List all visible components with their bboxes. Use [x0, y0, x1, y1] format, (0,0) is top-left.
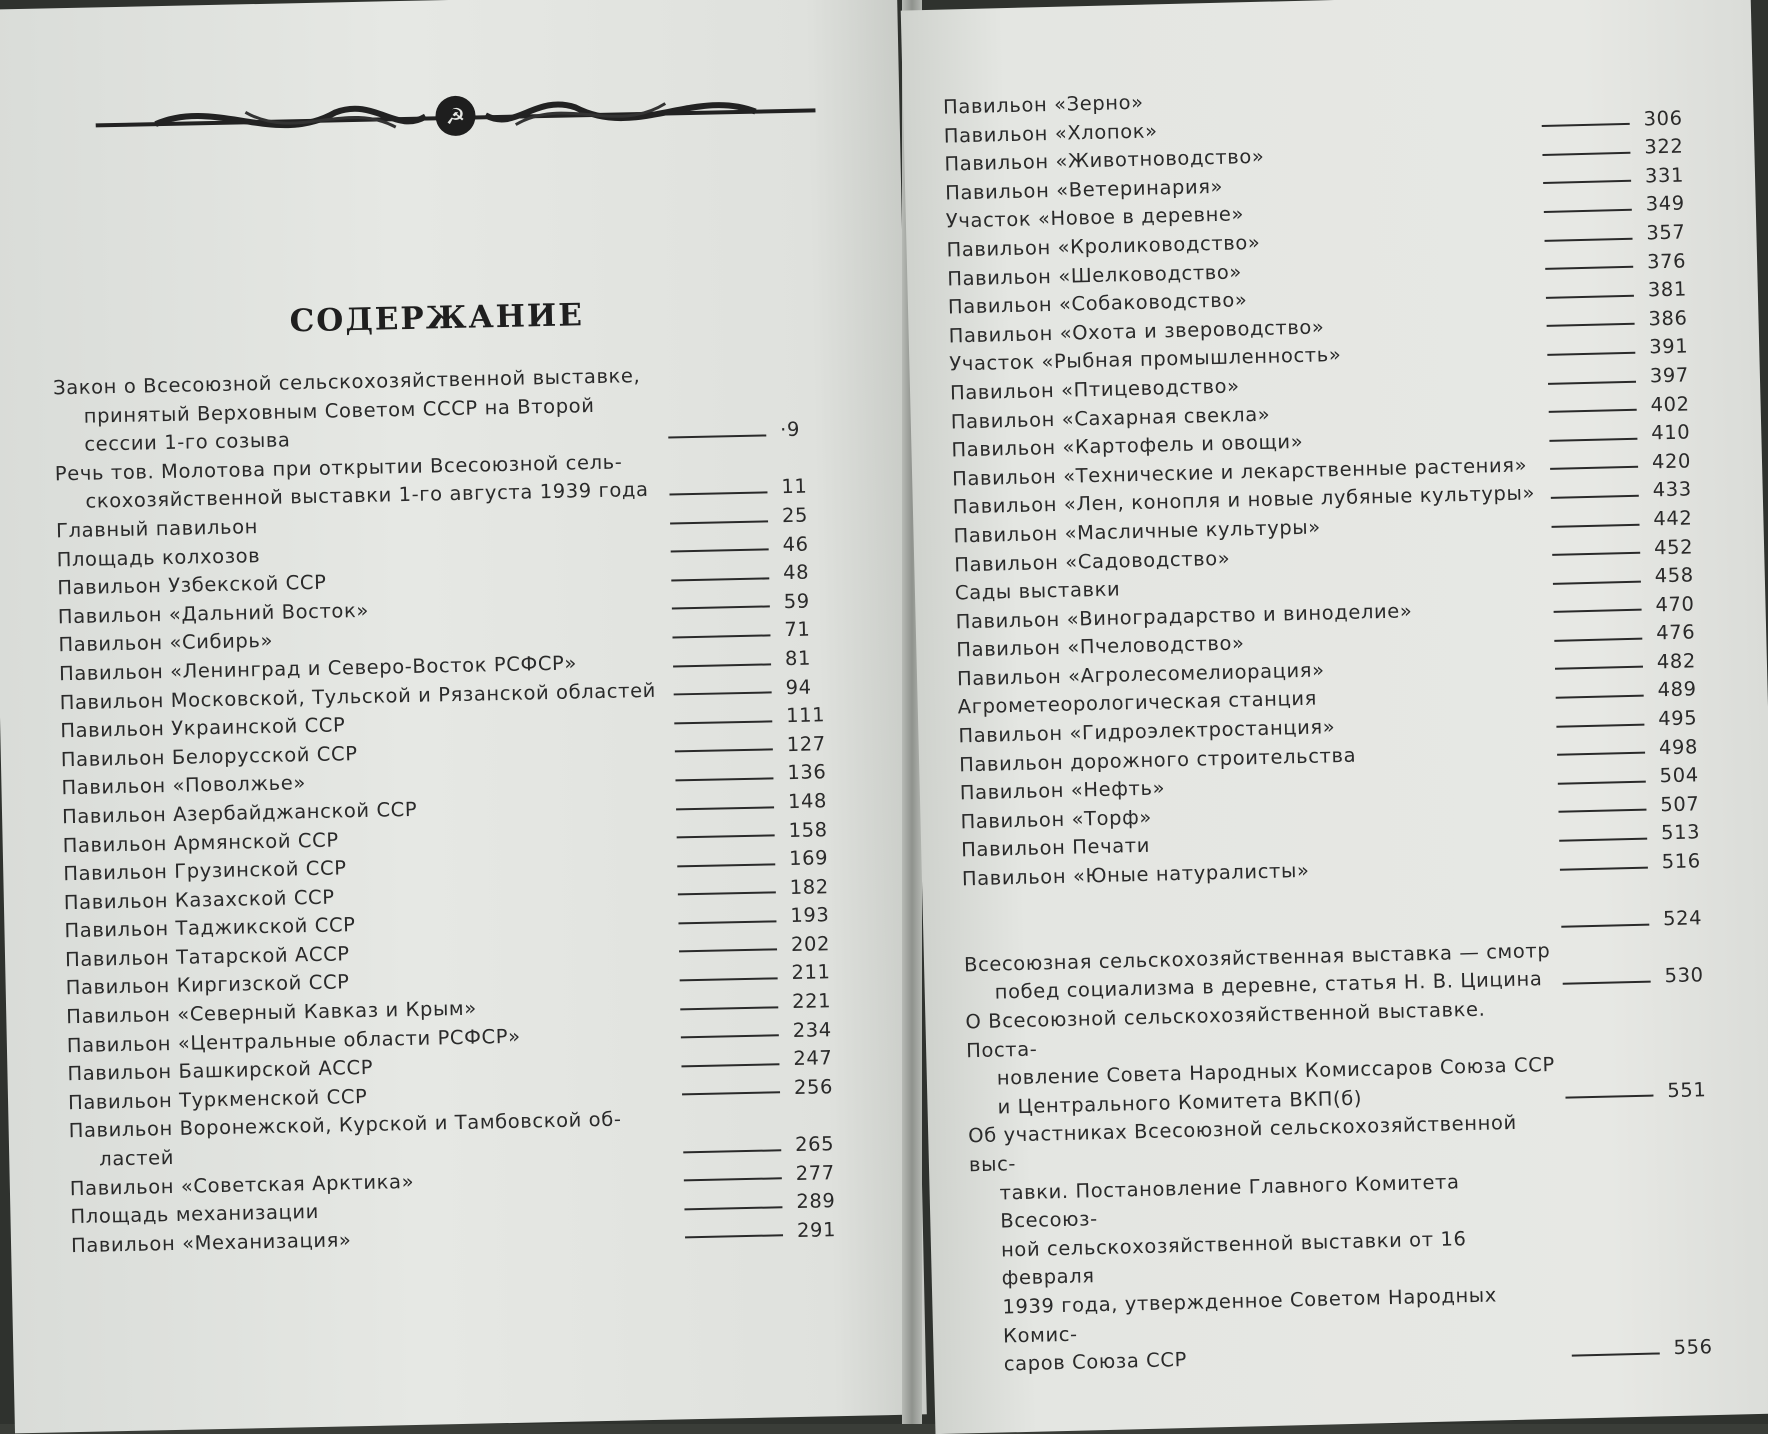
leader-line	[674, 720, 772, 724]
toc-page-number: 470	[1655, 592, 1695, 617]
leader-line	[668, 434, 766, 438]
toc-entry-line: Павильон «Картофель и овощи»	[951, 430, 1304, 462]
toc-page-number: 402	[1650, 391, 1690, 416]
toc-entry-title	[968, 1108, 1564, 1380]
toc-page-number: 256	[793, 1075, 834, 1099]
toc-entry-line: принятый Верховным Советом СССР на Второй	[83, 393, 595, 428]
leader-line	[1546, 295, 1634, 299]
toc-page-number: 136	[787, 760, 827, 785]
toc-entry-line: Павильон Татарской АССР	[64, 942, 350, 972]
toc-entry-line: Павильон «Кролиководство»	[946, 230, 1261, 262]
toc-entry-line: Павильон Таджикской ССР	[64, 913, 356, 943]
leader-line	[679, 949, 777, 953]
toc-page-number: 489	[1657, 677, 1697, 702]
toc-page-number: 530	[1664, 963, 1704, 988]
toc-entry-line: Площадь механизации	[70, 1200, 320, 1229]
toc-page-number: ·9	[779, 417, 801, 442]
toc-entry-line: Павильон «Пчеловодство»	[956, 631, 1245, 662]
toc-page-number: 433	[1652, 477, 1692, 502]
leader-line	[1551, 495, 1639, 499]
leader-line	[678, 920, 776, 924]
leader-line	[1558, 780, 1646, 784]
leader-line	[1563, 981, 1651, 985]
toc-page-number: 127	[786, 731, 827, 756]
toc-page-number: 381	[1647, 277, 1688, 302]
leader-line	[680, 977, 778, 981]
leader-line	[1553, 580, 1641, 584]
toc-entry-line: Павильон «Ветеринария»	[944, 174, 1224, 205]
toc-entry-line: новление Совета Народных Комиссаров Союза ССР	[996, 1053, 1556, 1090]
toc-entry-line: Павильон «Птицеводство»	[949, 374, 1240, 405]
toc-page-number: 458	[1654, 563, 1695, 588]
leader-line	[1558, 809, 1646, 813]
toc-entry-line: Павильон дорожного строительства	[958, 743, 1357, 777]
leader-line	[1559, 838, 1647, 842]
toc-page-number: 211	[791, 960, 831, 985]
toc-entry-line: Павильон «Масличные культуры»	[953, 515, 1322, 548]
toc-page-number: 182	[789, 874, 830, 899]
leader-line	[1543, 180, 1631, 184]
toc-page-number: 193	[790, 903, 830, 928]
leader-line	[1565, 1095, 1653, 1099]
toc-entry-line: Павильон «Нефть»	[959, 776, 1166, 805]
toc-entry-line: Главный павильон	[55, 515, 259, 543]
leader-line	[671, 549, 769, 553]
toc-page-number: 46	[782, 532, 809, 556]
leader-line	[1552, 523, 1640, 527]
right-page	[901, 0, 1768, 1434]
toc-page-number: 495	[1657, 706, 1698, 731]
toc-entry-line: побед социализма в деревне, статья Н. В. Цицина	[994, 967, 1543, 1004]
toc-page-number: 420	[1651, 449, 1692, 474]
toc-entry-line: Участок «Рыбная промышленность»	[949, 343, 1342, 376]
toc-entry-line: Павильон «Торф»	[960, 805, 1153, 834]
leader-line	[680, 1006, 778, 1010]
toc-entry-line: Павильон «Сибирь»	[58, 629, 274, 657]
leader-line	[684, 1206, 782, 1210]
leader-line	[674, 692, 772, 696]
leader-line	[1542, 123, 1630, 127]
toc-page-number: 513	[1660, 820, 1701, 845]
toc-entry-line: Павильон Киргизской ССР	[65, 970, 350, 1000]
leader-line	[1554, 638, 1642, 642]
toc-page-number: 289	[796, 1189, 836, 1214]
toc-entry-line: и Центрального Комитета ВКП(б)	[997, 1086, 1363, 1119]
toc-entry-line: Павильон «Лен, конопля и новые лубяные культуры»	[952, 481, 1536, 519]
leader-line	[1556, 695, 1644, 699]
leader-line	[1560, 866, 1648, 870]
toc-entry-line: Павильон «Поволжье»	[61, 771, 307, 800]
toc-entry-line: сессии 1-го созыва	[84, 428, 291, 456]
leader-line	[1547, 352, 1635, 356]
toc-page-number: 11	[781, 474, 808, 499]
toc-page-number: 397	[1649, 363, 1690, 388]
toc-entry-line: Павильон Казахской ССР	[63, 885, 335, 914]
leader-line	[683, 1149, 781, 1153]
toc-entry-line: Павильон «Собаководство»	[947, 288, 1248, 319]
toc-entry-line: Речь тов. Молотова при открытии Всесоюзной сель-	[54, 450, 623, 486]
leader-line	[1561, 923, 1649, 927]
leader-line	[672, 634, 770, 638]
ornament-header-icon	[95, 80, 816, 155]
toc-entry-line: Павильон «Хлопок»	[943, 118, 1158, 148]
leader-line	[1547, 323, 1635, 327]
leader-line	[675, 749, 773, 753]
leader-line	[675, 777, 773, 781]
toc-page-number: 81	[784, 646, 812, 671]
leader-line	[1556, 723, 1644, 727]
toc-entry-line: Павильон Узбекской ССР	[57, 570, 327, 600]
leader-line	[1548, 380, 1636, 384]
toc-entry-line: Павильон Белорусской ССР	[60, 741, 358, 772]
toc-left	[53, 358, 841, 1260]
leader-line	[681, 1035, 779, 1039]
toc-entry	[968, 1105, 1714, 1380]
toc-entry-line: Павильон «Северный Кавказ и Крым»	[66, 996, 478, 1029]
leader-line	[670, 520, 768, 524]
toc-page-number: 391	[1648, 334, 1689, 359]
leader-line	[1549, 409, 1637, 413]
toc-page-number: 234	[792, 1017, 833, 1042]
toc-right	[943, 76, 1714, 1380]
toc-entry-line: Павильон Московской, Тульской и Рязанской областей	[59, 678, 657, 714]
toc-page-number: 551	[1667, 1078, 1707, 1102]
leader-line	[677, 834, 775, 838]
toc-entry-title	[53, 362, 661, 460]
toc-entry-line: ластей	[99, 1146, 175, 1171]
leader-line	[1552, 552, 1640, 556]
toc-page-number: 221	[791, 989, 832, 1014]
toc-page-number: 306	[1643, 106, 1683, 131]
toc-entry-line: 1939 года, утвержденное Советом Народных Комис-	[1002, 1283, 1498, 1348]
toc-entry-line: Павильон «Сахарная свекла»	[950, 402, 1271, 434]
leader-line	[1550, 466, 1638, 470]
toc-page-number: 71	[784, 617, 811, 642]
leader-line	[1554, 609, 1642, 613]
toc-entry-title	[965, 994, 1558, 1123]
toc-entry-line: Павильон Туркменской ССР	[67, 1084, 368, 1115]
toc-page-number: 94	[785, 675, 812, 699]
toc-page-number: 476	[1655, 620, 1696, 645]
toc-entry-line: Закон о Всесоюзной сельскохозяйственной выставке,	[52, 364, 641, 400]
toc-entry-line: тавки. Постановление Главного Комитета Всесоюз-	[999, 1169, 1460, 1233]
leader-line	[672, 606, 770, 610]
toc-page-number: 158	[788, 817, 828, 842]
leader-line	[1572, 1352, 1660, 1356]
toc-entry-line: Павильон Армянской ССР	[62, 827, 339, 857]
leader-line	[1545, 237, 1633, 241]
toc-page-number: 349	[1645, 191, 1685, 216]
toc-page-number: 516	[1661, 849, 1702, 874]
toc-entry-line: Павильон Башкирской АССР	[67, 1056, 374, 1086]
toc-page-number: 410	[1650, 420, 1691, 445]
leader-line	[1549, 437, 1637, 441]
leader-line	[677, 863, 775, 867]
toc-page-number: 442	[1653, 506, 1693, 531]
toc-entry-line: Агрометеорологическая станция	[957, 687, 1318, 719]
toc-entry-line: Всесоюзная сельскохозяйственная выставка — смотр	[963, 938, 1551, 977]
leader-line	[669, 491, 767, 495]
leader-line	[1545, 266, 1633, 270]
leader-line	[685, 1235, 783, 1239]
toc-entry	[965, 990, 1708, 1122]
toc-page-number: 482	[1656, 649, 1697, 674]
leader-line	[1542, 152, 1630, 156]
toc-page-number: 498	[1658, 734, 1699, 759]
toc-entry-line: саров Союза ССР	[1003, 1348, 1188, 1376]
leader-line	[1555, 666, 1643, 670]
toc-page-number: 504	[1659, 763, 1699, 788]
toc-page-number: 25	[781, 503, 809, 528]
toc-entry-line: Павильон «Юные натуралисты»	[961, 858, 1310, 891]
toc-page-number: 59	[783, 589, 811, 613]
toc-entry-line: ной сельскохозяйственной выставки от 16 февраля	[1000, 1226, 1467, 1290]
toc-entry-line: Павильон «Технические и лекарственные растения»	[951, 453, 1528, 491]
toc-entry-line: Участок «Новое в деревне»	[945, 202, 1245, 233]
toc-entry	[53, 358, 825, 460]
leader-line	[671, 577, 769, 581]
toc-entry-line: Павильон «Зерно»	[942, 90, 1144, 119]
toc-page-number: 202	[790, 932, 831, 956]
toc-entry-line: Павильон «Ленинград и Северо-Восток РСФСР»	[58, 651, 578, 686]
toc-page-number: 111	[785, 703, 826, 728]
toc-page-number: 357	[1646, 220, 1686, 245]
toc-entry-line: Павильон Воронежской, Курской и Тамбовской об-	[68, 1108, 622, 1143]
toc-page-number: 48	[782, 560, 810, 585]
leader-line	[1557, 752, 1645, 756]
toc-page-number: 277	[795, 1160, 835, 1185]
leader-line	[682, 1092, 780, 1096]
toc-entry-line: Об участниках Всесоюзной сельскохозяйственной выс-	[967, 1111, 1518, 1177]
toc-entry-line: Павильон Грузинской ССР	[63, 856, 347, 886]
leader-line	[1544, 209, 1632, 213]
toc-entry-line: Павильон «Животноводство»	[944, 144, 1265, 176]
toc-entry-line: Павильон Украинской ССР	[60, 713, 346, 743]
toc-entry-line: Павильон «Дальний Восток»	[57, 598, 370, 629]
toc-entry-line: Павильон «Гидроэлектростанция»	[958, 715, 1336, 748]
toc-entry-line: Павильон «Охота и звероводство»	[948, 315, 1325, 348]
toc-page-number: 331	[1644, 163, 1685, 188]
toc-entry-line: Павильон «Механизация»	[70, 1228, 352, 1257]
toc-entry-line: Павильон «Центральные области РСФСР»	[66, 1024, 521, 1057]
leader-line	[681, 1063, 779, 1067]
toc-page-number: 507	[1660, 792, 1700, 817]
toc-page-number: 386	[1648, 306, 1688, 331]
svg-text:☭: ☭	[445, 104, 466, 131]
toc-page-number: 322	[1644, 134, 1684, 159]
toc-entry-line: Площадь колхозов	[56, 543, 261, 571]
page-title: СОДЕРЖАНИЕ	[289, 297, 585, 340]
toc-page-number: 291	[796, 1217, 837, 1242]
toc-entry-line: Павильон «Агролесомелиорация»	[956, 658, 1325, 691]
toc-entry-line: О Всесоюзной сельскохозяйственной выставке. Поста-	[965, 997, 1486, 1062]
toc-entry-line: Павильон «Виноградарство и виноделие»	[955, 598, 1413, 634]
toc-entry-line: Сады выставки	[954, 577, 1121, 605]
toc-page-number: 148	[787, 789, 828, 813]
toc-page-number: 524	[1662, 906, 1703, 931]
toc-page-number: 556	[1673, 1335, 1713, 1360]
toc-page-number: 247	[793, 1046, 833, 1071]
toc-entry-line: Павильон «Шелководство»	[947, 259, 1243, 291]
leader-line	[673, 663, 771, 667]
toc-page-number: 265	[794, 1132, 835, 1157]
leader-line	[676, 806, 774, 810]
toc-entry-line: Павильон Печати	[960, 834, 1151, 862]
toc-entry-line: Павильон Азербайджанской ССР	[61, 797, 418, 829]
toc-entry-line: скохозяйственной выставки 1-го августа 1939 года	[85, 478, 649, 514]
toc-page-number: 376	[1646, 249, 1687, 273]
toc-entry-line: Павильон «Садоводство»	[953, 546, 1231, 576]
leader-line	[678, 892, 776, 896]
toc-page-number: 452	[1653, 534, 1694, 559]
toc-entry-line: Павильон «Советская Арктика»	[69, 1169, 415, 1200]
toc-page-number: 169	[788, 846, 829, 871]
leader-line	[684, 1177, 782, 1181]
